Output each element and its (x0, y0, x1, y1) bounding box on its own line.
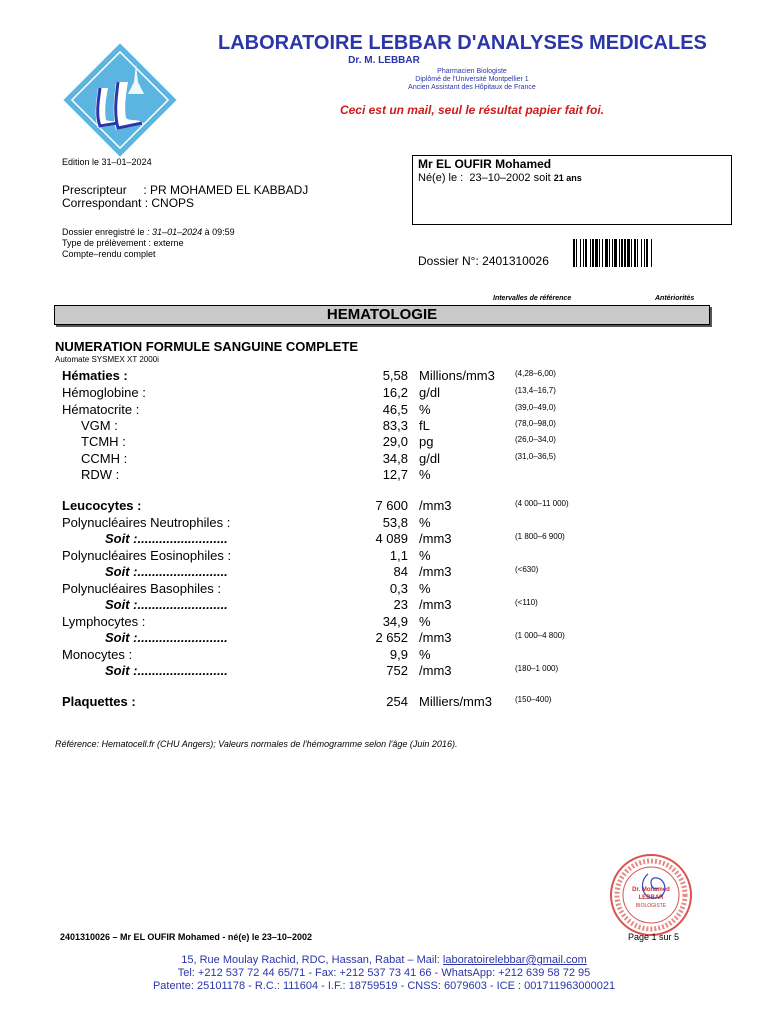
lab-stamp (608, 852, 694, 938)
result-value: 752 (386, 663, 408, 678)
result-value: 83,3 (382, 418, 408, 433)
result-label: Soit :......................... (105, 597, 228, 612)
result-reference-range: (4 000–11 000) (515, 499, 569, 508)
result-unit: % (419, 402, 431, 417)
result-label: Hémoglobine : (62, 385, 146, 400)
result-reference-range: (<110) (515, 598, 538, 607)
prescripteur: Prescripteur : PR MOHAMED EL KABBADJ (62, 183, 309, 197)
result-row (0, 694, 768, 710)
result-value: 2 652 (375, 630, 408, 645)
barcode-bar (637, 239, 638, 267)
result-row (0, 451, 768, 467)
result-row (0, 368, 768, 384)
result-unit: % (419, 581, 431, 596)
result-value: 29,0 (382, 434, 408, 449)
result-reference-range: (31,0–36,5) (515, 452, 556, 461)
result-row (0, 515, 768, 531)
result-label: Soit :......................... (105, 564, 228, 579)
dossier-number: Dossier N°: 2401310026 (418, 254, 549, 268)
barcode (573, 239, 709, 267)
result-label: Polynucléaires Eosinophiles : (62, 548, 232, 563)
barcode-bar (634, 239, 636, 267)
result-unit: fL (419, 418, 430, 433)
result-reference-range: (39,0–49,0) (515, 403, 556, 412)
report-type: Compte–rendu complet (62, 249, 156, 259)
barcode-bar (599, 239, 600, 267)
result-label: Plaquettes : (62, 694, 136, 709)
barcode-bar (641, 239, 642, 267)
page-number: Page 1 sur 5 (628, 932, 680, 942)
result-row (0, 434, 768, 450)
result-value: 53,8 (382, 515, 408, 530)
result-label: Hématocrite : (62, 402, 140, 417)
result-unit: g/dl (419, 385, 440, 400)
barcode-bar (595, 239, 598, 267)
result-unit: /mm3 (419, 630, 452, 645)
footer-address: 15, Rue Moulay Rachid, RDC, Hassan, Rabat – Mail: laboratoirelebbar@gmail.com (181, 954, 587, 966)
result-value: 7 600 (375, 498, 408, 513)
barcode-bar (612, 239, 613, 267)
credential-line: Diplômé de l'Université Montpellier 1 (415, 76, 529, 83)
reference-interval-header: Intervalles de référence (493, 295, 572, 302)
result-unit: Millions/mm3 (419, 368, 495, 383)
result-label: Leucocytes : (62, 498, 142, 513)
result-label: Polynucléaires Basophiles : (62, 581, 221, 596)
result-label: Soit :......................... (105, 531, 228, 546)
result-unit: Milliers/mm3 (419, 694, 492, 709)
credential-line: Pharmacien Biologiste (437, 68, 507, 75)
result-value: 4 089 (375, 531, 408, 546)
automate-label: Automate SYSMEX XT 2000i (55, 355, 159, 364)
result-row (0, 402, 768, 418)
result-value: 0,3 (389, 581, 408, 596)
result-row (0, 581, 768, 597)
result-row (0, 663, 768, 679)
result-unit: /mm3 (419, 531, 452, 546)
result-label: TCMH : (81, 434, 126, 449)
barcode-bar (592, 239, 594, 267)
result-label: Soit :......................... (105, 663, 228, 678)
footer-legal: Patente: 25101178 - R.C.: 111604 - I.F.: 18759519 - CNSS: 6079603 - ICE : 001711963000021 (152, 980, 616, 992)
patient-birth: Né(e) le : 23–10–2002 soit 21 ans (418, 172, 582, 184)
result-label: Polynucléaires Neutrophiles : (62, 515, 231, 530)
footer-patient-line: 2401310026 – Mr EL OUFIR Mohamed - né(e) le 23–10–2002 (60, 932, 312, 942)
result-value: 1,1 (389, 548, 408, 563)
result-label: Soit :......................... (105, 630, 228, 645)
barcode-bar (580, 239, 581, 267)
result-label: Monocytes : (62, 647, 133, 662)
result-row (0, 564, 768, 580)
sample-type: Type de prélèvement : externe (62, 238, 184, 248)
result-unit: /mm3 (419, 597, 452, 612)
result-unit: /mm3 (419, 663, 452, 678)
correspondant: Correspondant : CNOPS (62, 196, 195, 210)
barcode-bar (605, 239, 608, 267)
edition-date: Edition le 31–01–2024 (62, 157, 152, 167)
result-row (0, 418, 768, 434)
barcode-bar (621, 239, 623, 267)
barcode-bar (576, 239, 577, 267)
result-row (0, 498, 768, 514)
barcode-bar (585, 239, 587, 267)
result-row (0, 597, 768, 613)
credential-line: Ancien Assistant des Hôpitaux de France (408, 84, 536, 91)
reference-note: Référence: Hematocell.fr (CHU Angers); Valeurs normales de l'hémogramme selon l'âge (Juin 2016). (55, 739, 458, 749)
result-value: 34,8 (382, 451, 408, 466)
result-reference-range: (180–1 000) (515, 664, 559, 673)
mail-notice: Ceci est un mail, seul le résultat papier fait foi. (339, 103, 605, 117)
result-unit: % (419, 647, 431, 662)
result-value: 5,58 (382, 368, 408, 383)
result-row (0, 548, 768, 564)
result-unit: % (419, 515, 431, 530)
result-reference-range: (1 000–4 800) (515, 631, 565, 640)
result-unit: % (419, 614, 431, 629)
result-unit: % (419, 548, 431, 563)
barcode-bar (602, 239, 603, 267)
result-reference-range: (4,28–6,00) (515, 369, 556, 378)
result-value: 84 (393, 564, 408, 579)
section-header: HEMATOLOGIE (54, 305, 710, 325)
result-label: VGM : (81, 418, 118, 433)
email-link[interactable]: laboratoirelebbar@gmail.com (442, 954, 587, 966)
result-reference-range: (1 800–6 900) (515, 532, 565, 541)
patient-name: Mr EL OUFIR Mohamed (418, 157, 552, 171)
barcode-bar (627, 239, 630, 267)
result-value: 46,5 (382, 402, 408, 417)
barcode-bar (590, 239, 591, 267)
result-value: 16,2 (382, 385, 408, 400)
result-row (0, 614, 768, 630)
result-unit: /mm3 (419, 564, 452, 579)
result-label: RDW : (81, 467, 120, 482)
stamp-line: Dr. Mohamed (632, 887, 670, 893)
result-row (0, 630, 768, 646)
barcode-bar (573, 239, 575, 267)
result-unit: pg (419, 434, 434, 449)
result-value: 254 (386, 694, 408, 709)
result-row (0, 385, 768, 401)
barcode-bar (646, 239, 648, 267)
barcode-bar (583, 239, 584, 267)
result-label: CCMH : (81, 451, 128, 466)
result-row (0, 647, 768, 663)
barcode-bar (624, 239, 626, 267)
result-value: 12,7 (382, 467, 408, 482)
result-value: 23 (393, 597, 408, 612)
barcode-bar (619, 239, 620, 267)
stamp-line: LEBBAR (638, 895, 664, 901)
barcode-bar (631, 239, 632, 267)
result-value: 34,9 (382, 614, 408, 629)
barcode-bar (651, 239, 652, 267)
dossier-registered: Dossier enregistré le : 31–01–2024 à 09:59 (62, 227, 235, 237)
result-unit: /mm3 (419, 498, 452, 513)
result-value: 9,9 (389, 647, 408, 662)
barcode-bar (614, 239, 617, 267)
barcode-bar (644, 239, 645, 267)
result-row (0, 467, 768, 483)
result-label: Lymphocytes : (62, 614, 146, 629)
result-unit: g/dl (419, 451, 440, 466)
result-reference-range: (13,4–16,7) (515, 386, 556, 395)
footer-phones: Tel: +212 537 72 44 65/71 - Fax: +212 537 73 41 66 - WhatsApp: +212 639 58 72 95 (177, 967, 591, 979)
doctor-name: Dr. M. LEBBAR (348, 55, 420, 66)
result-reference-range: (26,0–34,0) (515, 435, 556, 444)
barcode-bar (609, 239, 610, 267)
result-row (0, 531, 768, 547)
previous-results-header: Antériorités (655, 295, 695, 302)
result-label: Hématies : (62, 368, 128, 383)
result-unit: % (419, 467, 431, 482)
result-reference-range: (150–400) (515, 695, 552, 704)
lab-title: LABORATOIRE LEBBAR D'ANALYSES MEDICALES (218, 32, 707, 54)
nfs-title: NUMERATION FORMULE SANGUINE COMPLETE (55, 339, 359, 354)
stamp-line: BIOLOGISTE (635, 903, 667, 909)
result-reference-range: (78,0–98,0) (515, 419, 556, 428)
result-reference-range: (<630) (515, 565, 539, 574)
